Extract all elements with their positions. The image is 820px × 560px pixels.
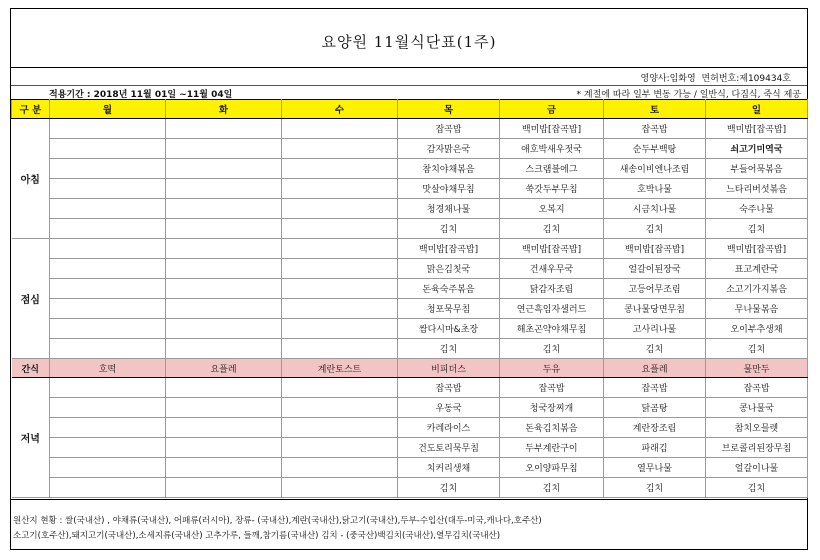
lunch-row <box>12 239 808 259</box>
menu-cell <box>282 139 398 159</box>
menu-cell: 잡곡밥 <box>398 378 500 398</box>
menu-cell <box>282 398 398 418</box>
menu-cell: 표고계란국 <box>706 259 808 279</box>
notice-text: * 계절에 따라 일부 변동 가능 / 일반식, 다짐식, 죽식 제공 <box>576 90 801 100</box>
snack-cell: 요플레 <box>166 359 282 378</box>
snack-cell: 두유 <box>500 359 604 378</box>
menu-cell: 김치 <box>500 339 604 359</box>
breakfast-row <box>12 219 808 239</box>
menu-cell <box>50 438 166 458</box>
menu-cell: 맛살야채무침 <box>398 179 500 199</box>
menu-cell: 잡곡밥 <box>706 378 808 398</box>
menu-cell <box>282 219 398 239</box>
menu-cell <box>166 139 282 159</box>
menu-cell <box>282 478 398 498</box>
snack-row <box>12 359 808 378</box>
menu-cell: 쇠고기미역국 <box>706 139 808 159</box>
menu-cell <box>166 418 282 438</box>
origin-line-1: 원산지 현황 : 쌀(국내산) , 야채류(국내산), 어패류(러시아), 장류- (국내산),계란(국내산),닭고기(국내산),두부-수입산(대두-미국,캐나다,호주산) <box>13 516 542 526</box>
dinner-row <box>12 398 808 418</box>
header-cell: 화 <box>166 100 282 119</box>
menu-cell: 돈육김치볶음 <box>500 418 604 438</box>
menu-cell: 스크램블에그 <box>500 159 604 179</box>
menu-cell: 얼갈이나물 <box>706 458 808 478</box>
menu-cell: 청포묵무침 <box>398 299 500 319</box>
menu-cell: 새송이비엔나조림 <box>604 159 706 179</box>
lunch-row <box>12 319 808 339</box>
menu-cell <box>166 378 282 398</box>
menu-cell <box>166 478 282 498</box>
header-cell: 구 분 <box>12 100 50 119</box>
menu-cell: 오복지 <box>500 199 604 219</box>
menu-cell: 김치 <box>604 478 706 498</box>
menu-cell <box>166 319 282 339</box>
breakfast-row <box>12 139 808 159</box>
menu-cell <box>50 159 166 179</box>
dinner-row <box>12 418 808 438</box>
staff-info <box>641 71 792 84</box>
menu-cell <box>50 199 166 219</box>
origin-info <box>11 499 807 550</box>
menu-cell: 순두부백탕 <box>604 139 706 159</box>
menu-cell <box>50 299 166 319</box>
menu-cell <box>282 239 398 259</box>
lunch-row <box>12 259 808 279</box>
menu-cell: 카레라이스 <box>398 418 500 438</box>
dinner-label: 저녁 <box>12 378 50 498</box>
snack-cell: 계란토스트 <box>282 359 398 378</box>
menu-cell: 김치 <box>706 478 808 498</box>
license-label: 면허번호:제109434호 <box>701 74 791 84</box>
menu-cell: 김치 <box>398 219 500 239</box>
period-text: 적용기간 : 2018년 11월 01일 ~11월 04일 <box>49 90 233 100</box>
menu-cell: 얼갈이된장국 <box>604 259 706 279</box>
menu-cell <box>282 159 398 179</box>
menu-cell: 소고기가지볶음 <box>706 279 808 299</box>
menu-cell <box>282 378 398 398</box>
menu-cell: 김치 <box>398 478 500 498</box>
snack-cell: 호떡 <box>50 359 166 378</box>
menu-cell <box>50 339 166 359</box>
menu-cell <box>166 219 282 239</box>
menu-cell <box>50 239 166 259</box>
menu-cell <box>166 398 282 418</box>
menu-cell <box>50 458 166 478</box>
menu-cell: 계란장조림 <box>604 418 706 438</box>
menu-cell <box>50 398 166 418</box>
menu-cell: 김치 <box>398 339 500 359</box>
snack-cell: 물만두 <box>706 359 808 378</box>
breakfast-row <box>12 199 808 219</box>
dinner-row <box>12 438 808 458</box>
menu-cell <box>166 438 282 458</box>
dinner-row <box>12 478 808 498</box>
menu-cell <box>50 378 166 398</box>
menu-cell: 해초곤약야채무침 <box>500 319 604 339</box>
menu-cell: 건새우무국 <box>500 259 604 279</box>
menu-cell <box>282 119 398 139</box>
header-cell: 일 <box>706 100 808 119</box>
menu-cell <box>282 299 398 319</box>
menu-cell <box>282 179 398 199</box>
menu-cell <box>166 239 282 259</box>
menu-cell <box>166 199 282 219</box>
header-cell: 수 <box>282 100 398 119</box>
menu-cell: 열무나물 <box>604 458 706 478</box>
menu-cell: 닭감자조림 <box>500 279 604 299</box>
menu-cell: 참치오믈렛 <box>706 418 808 438</box>
menu-cell <box>50 139 166 159</box>
menu-cell: 맑은김칫국 <box>398 259 500 279</box>
menu-cell: 시금치나물 <box>604 199 706 219</box>
menu-sheet <box>10 8 808 550</box>
menu-cell <box>282 458 398 478</box>
menu-cell: 감자맑은국 <box>398 139 500 159</box>
menu-cell <box>50 219 166 239</box>
menu-cell: 돈육숙주볶음 <box>398 279 500 299</box>
menu-cell <box>166 159 282 179</box>
menu-cell: 콩나물국 <box>706 398 808 418</box>
menu-table <box>11 99 808 498</box>
staff-info-row <box>11 67 807 86</box>
menu-cell: 무나물볶음 <box>706 299 808 319</box>
lunch-row <box>12 279 808 299</box>
menu-cell <box>282 259 398 279</box>
menu-cell: 고사리나물 <box>604 319 706 339</box>
snack-label: 간식 <box>12 359 50 378</box>
menu-cell: 참치야채볶음 <box>398 159 500 179</box>
menu-cell: 오이양파무침 <box>500 458 604 478</box>
menu-cell <box>166 279 282 299</box>
menu-cell <box>282 438 398 458</box>
menu-cell <box>50 478 166 498</box>
menu-cell <box>282 418 398 438</box>
menu-cell: 콩나물당면무침 <box>604 299 706 319</box>
period-row <box>11 85 807 100</box>
menu-cell: 백미밥[잡곡밥] <box>706 119 808 139</box>
breakfast-row <box>12 159 808 179</box>
menu-cell <box>166 458 282 478</box>
menu-cell: 김치 <box>500 219 604 239</box>
origin-line-2: 소고기(호주산),돼지고기(국내산),소세지류(국내산) 고추가루, 들깨,참기름(국내산) 김치 - (중국산)백김치(국내산),열무김치(국내산) <box>13 531 501 541</box>
menu-cell: 파래김 <box>604 438 706 458</box>
menu-cell <box>282 199 398 219</box>
snack-cell: 비피더스 <box>398 359 500 378</box>
menu-cell <box>50 179 166 199</box>
menu-cell <box>166 179 282 199</box>
menu-cell: 청경채나물 <box>398 199 500 219</box>
menu-cell: 잡곡밥 <box>604 378 706 398</box>
menu-cell <box>50 418 166 438</box>
header-cell: 금 <box>500 100 604 119</box>
menu-cell: 숙주나물 <box>706 199 808 219</box>
menu-cell: 청국장찌개 <box>500 398 604 418</box>
menu-cell: 쌈다시마&초장 <box>398 319 500 339</box>
menu-cell: 백미밥[잡곡밥] <box>604 239 706 259</box>
menu-cell: 건도토리묵무침 <box>398 438 500 458</box>
breakfast-label: 아침 <box>12 119 50 239</box>
menu-cell <box>282 339 398 359</box>
snack-cell: 요플레 <box>604 359 706 378</box>
menu-cell: 부들어묵볶음 <box>706 159 808 179</box>
page-title: 요양원 11월식단표(1주) <box>321 33 497 51</box>
menu-cell <box>282 319 398 339</box>
menu-cell: 닭곰탕 <box>604 398 706 418</box>
menu-cell: 오이부추생채 <box>706 319 808 339</box>
menu-cell: 느타리버섯볶음 <box>706 179 808 199</box>
menu-cell: 백미밥[잡곡밥] <box>398 239 500 259</box>
menu-cell <box>166 299 282 319</box>
menu-cell: 연근흑임자샐러드 <box>500 299 604 319</box>
menu-cell: 호박나물 <box>604 179 706 199</box>
menu-cell: 김치 <box>604 219 706 239</box>
menu-cell: 백미밥[잡곡밥] <box>706 239 808 259</box>
title-row <box>11 9 807 68</box>
menu-cell: 백미밥[잡곡밥] <box>500 119 604 139</box>
lunch-row <box>12 299 808 319</box>
header-cell: 월 <box>50 100 166 119</box>
menu-cell: 쑥갓두부무침 <box>500 179 604 199</box>
header-cell: 토 <box>604 100 706 119</box>
header-row <box>12 100 808 119</box>
menu-cell <box>50 119 166 139</box>
menu-cell: 브로콜리된장무침 <box>706 438 808 458</box>
breakfast-row <box>12 119 808 139</box>
menu-cell: 김치 <box>706 219 808 239</box>
menu-cell <box>166 119 282 139</box>
dinner-row <box>12 378 808 398</box>
menu-cell: 우동국 <box>398 398 500 418</box>
header-cell: 목 <box>398 100 500 119</box>
nutritionist-label: 영양사:임화영 <box>640 74 696 84</box>
menu-cell: 김치 <box>604 339 706 359</box>
menu-cell: 백미밥[잡곡밥] <box>500 239 604 259</box>
menu-cell: 김치 <box>500 478 604 498</box>
menu-cell <box>166 259 282 279</box>
menu-cell: 고등어무조림 <box>604 279 706 299</box>
menu-cell <box>166 339 282 359</box>
menu-cell: 김치 <box>706 339 808 359</box>
menu-cell <box>282 279 398 299</box>
dinner-row <box>12 458 808 478</box>
lunch-row <box>12 339 808 359</box>
menu-cell: 잡곡밥 <box>604 119 706 139</box>
menu-cell <box>50 319 166 339</box>
menu-cell <box>50 259 166 279</box>
breakfast-row <box>12 179 808 199</box>
menu-cell: 잡곡밥 <box>398 119 500 139</box>
menu-cell: 두부계란구이 <box>500 438 604 458</box>
menu-cell: 치커리생채 <box>398 458 500 478</box>
menu-cell <box>50 279 166 299</box>
menu-cell: 잡곡밥 <box>500 378 604 398</box>
menu-cell: 애호박새우젓국 <box>500 139 604 159</box>
lunch-label: 점심 <box>12 239 50 359</box>
